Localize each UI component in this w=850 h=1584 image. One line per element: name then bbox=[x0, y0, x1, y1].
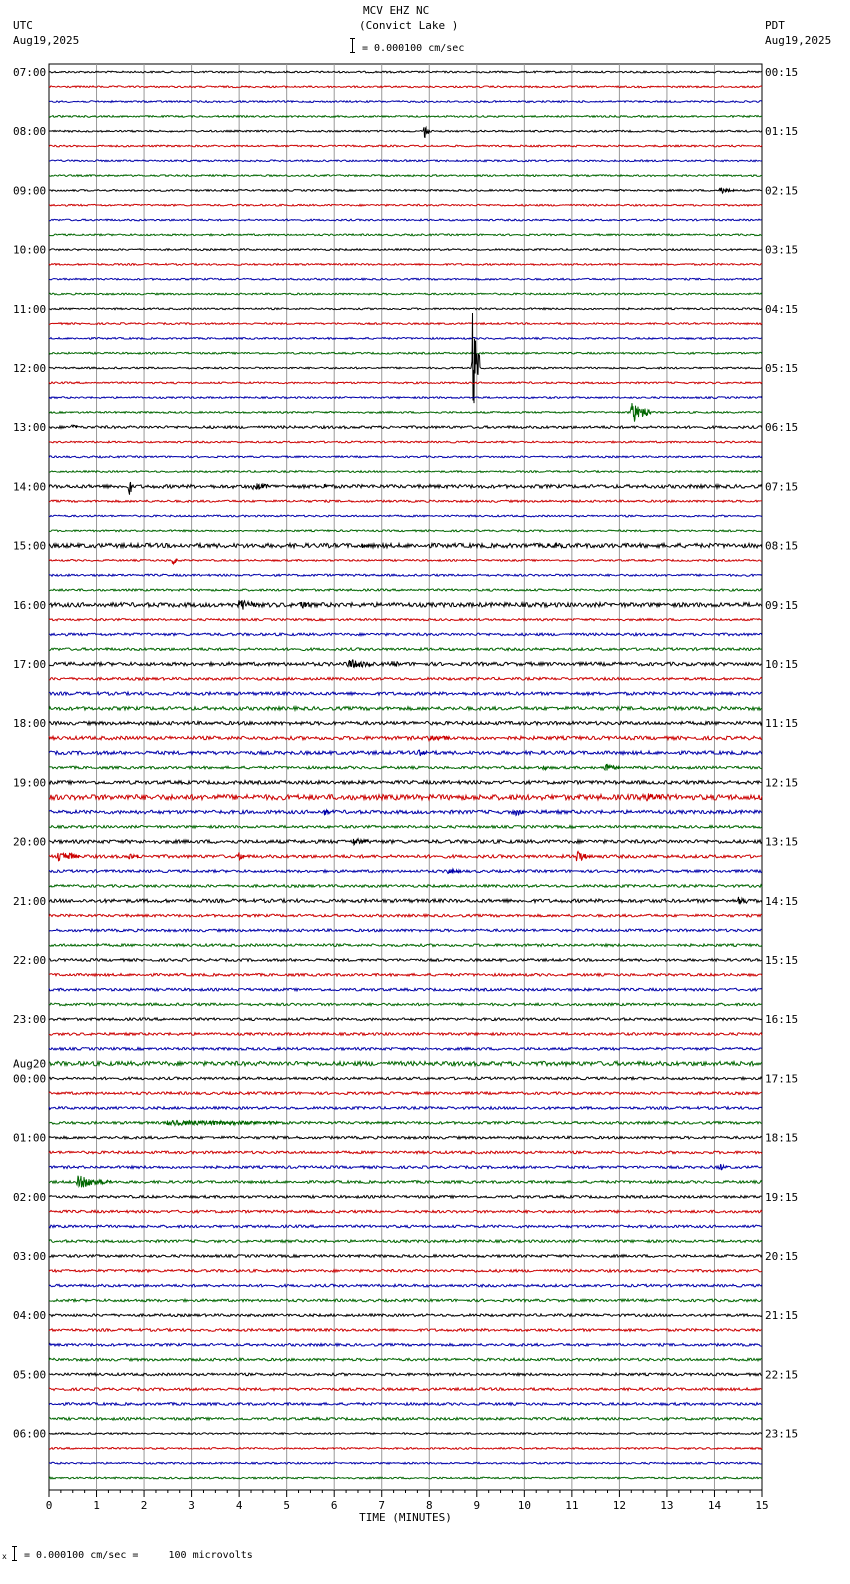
pdt-hour-label: 08:15 bbox=[765, 539, 799, 553]
trace-line bbox=[49, 885, 762, 888]
utc-hour-label: 15:00 bbox=[13, 539, 47, 553]
right-timezone: PDT bbox=[765, 19, 785, 32]
trace-line bbox=[49, 589, 762, 591]
trace-line bbox=[49, 721, 762, 725]
trace-line bbox=[49, 1388, 762, 1391]
utc-hour-label: 08:00 bbox=[13, 125, 47, 139]
trace-line bbox=[49, 1120, 762, 1125]
trace-line bbox=[49, 1344, 762, 1347]
utc-hour-label: 14:00 bbox=[13, 480, 47, 494]
trace-line bbox=[49, 1329, 762, 1332]
trace-line bbox=[49, 1270, 762, 1273]
pdt-hour-label: 20:15 bbox=[765, 1250, 799, 1263]
x-tick-label: 11 bbox=[565, 1499, 579, 1512]
trace-line bbox=[49, 397, 762, 399]
utc-hour-label: 06:00 bbox=[13, 1427, 47, 1441]
pdt-hour-label: 06:15 bbox=[765, 421, 799, 435]
utc-hour-label: 12:00 bbox=[13, 362, 47, 375]
trace-line bbox=[49, 71, 762, 73]
trace-line bbox=[49, 600, 762, 609]
trace-line bbox=[49, 1373, 762, 1376]
trace-line bbox=[49, 515, 762, 517]
x-axis-label: TIME (MINUTES) bbox=[359, 1511, 452, 1524]
trace-line bbox=[49, 1136, 762, 1139]
trace-line bbox=[49, 1092, 762, 1095]
trace-line bbox=[49, 500, 762, 502]
trace-line bbox=[49, 1284, 762, 1287]
trace-line bbox=[49, 648, 762, 651]
x-tick-label: 13 bbox=[660, 1499, 674, 1512]
trace-line bbox=[49, 764, 762, 770]
pdt-hour-label: 09:15 bbox=[765, 598, 799, 612]
trace-line bbox=[49, 914, 762, 917]
trace-line bbox=[49, 1165, 762, 1170]
x-tick-label: 0 bbox=[45, 1499, 53, 1512]
trace-line bbox=[49, 660, 762, 667]
trace-line bbox=[49, 869, 762, 873]
utc-hour-label: 18:00 bbox=[13, 717, 47, 731]
trace-line bbox=[49, 781, 762, 785]
footer-scale-text: = 0.000100 cm/sec = 100 microvolts bbox=[24, 1550, 253, 1561]
trace-line bbox=[49, 425, 762, 428]
trace-line bbox=[49, 1077, 762, 1080]
pdt-hour-label: 02:15 bbox=[765, 184, 799, 198]
x-tick-label: 6 bbox=[330, 1499, 338, 1512]
trace-line bbox=[49, 1433, 762, 1435]
trace-line bbox=[49, 707, 762, 711]
x-tick-label: 4 bbox=[235, 1499, 243, 1512]
x-tick-label: 1 bbox=[93, 1499, 100, 1512]
trace-line bbox=[49, 382, 762, 384]
utc-hour-label: 19:00 bbox=[13, 776, 47, 790]
trace-line bbox=[49, 736, 762, 741]
trace-line bbox=[49, 175, 762, 177]
pdt-hour-label: 22:15 bbox=[765, 1368, 799, 1382]
x-tick-label: 7 bbox=[378, 1499, 386, 1512]
trace-line bbox=[49, 678, 762, 681]
trace-line bbox=[49, 278, 762, 280]
trace-line bbox=[49, 929, 762, 932]
utc-hour-label: 01:00 bbox=[13, 1131, 47, 1145]
utc-hour-label: 21:00 bbox=[13, 894, 47, 908]
pdt-hour-label: 11:15 bbox=[765, 717, 799, 731]
trace-line bbox=[49, 403, 762, 422]
trace-line bbox=[49, 530, 762, 532]
trace-line bbox=[49, 482, 762, 495]
pdt-hour-label: 17:15 bbox=[765, 1072, 799, 1086]
pdt-hour-label: 04:15 bbox=[765, 302, 799, 316]
trace-line bbox=[49, 352, 762, 354]
pdt-hour-label: 10:15 bbox=[765, 658, 799, 671]
trace-line bbox=[49, 1210, 762, 1213]
x-tick-label: 10 bbox=[517, 1499, 531, 1512]
trace-line bbox=[49, 1018, 762, 1021]
trace-line bbox=[49, 851, 762, 861]
utc-hour-label: 16:00 bbox=[13, 598, 47, 612]
trace-line bbox=[49, 1048, 762, 1051]
x-tick-label: 12 bbox=[612, 1499, 627, 1512]
station-title: MCV EHZ NC bbox=[363, 4, 430, 17]
trace-line bbox=[49, 692, 762, 695]
trace-line bbox=[49, 574, 762, 576]
trace-line bbox=[49, 1176, 762, 1188]
trace-line bbox=[49, 944, 762, 947]
trace-line bbox=[49, 1255, 762, 1258]
trace-line bbox=[49, 313, 762, 403]
trace-line bbox=[49, 810, 762, 815]
footer-scale-bar-icon bbox=[12, 1546, 17, 1561]
x-tick-label: 2 bbox=[140, 1499, 148, 1512]
trace-line bbox=[49, 619, 762, 621]
trace-line bbox=[49, 249, 762, 251]
trace-line bbox=[49, 1107, 762, 1110]
pdt-hour-label: 01:15 bbox=[765, 125, 799, 139]
pdt-hour-label: 00:15 bbox=[765, 66, 799, 79]
trace-line bbox=[49, 234, 762, 236]
trace-line bbox=[49, 1418, 762, 1421]
trace-line bbox=[49, 116, 762, 118]
trace-line bbox=[49, 308, 762, 310]
trace-line bbox=[49, 1358, 762, 1361]
trace-line bbox=[49, 959, 762, 962]
trace-line bbox=[49, 793, 762, 800]
x-tick-label: 15 bbox=[755, 1499, 769, 1512]
trace-line bbox=[49, 323, 762, 325]
station-location: (Convict Lake ) bbox=[359, 19, 459, 32]
trace-line bbox=[49, 1225, 762, 1228]
pdt-hour-label: 03:15 bbox=[765, 243, 799, 257]
date-change-label: Aug20 bbox=[13, 1057, 47, 1071]
trace-line bbox=[49, 188, 762, 193]
trace-line bbox=[49, 1462, 762, 1464]
trace-line bbox=[49, 441, 762, 443]
x-tick-label: 14 bbox=[707, 1499, 722, 1512]
trace-line bbox=[49, 974, 762, 977]
trace-line bbox=[49, 219, 762, 221]
footer-mark: x bbox=[2, 1552, 7, 1561]
trace-line bbox=[49, 293, 762, 295]
utc-hour-label: 05:00 bbox=[13, 1368, 47, 1382]
utc-hour-label: 22:00 bbox=[13, 954, 47, 967]
left-date: Aug19,2025 bbox=[13, 34, 80, 47]
trace-line bbox=[49, 750, 762, 755]
trace-line bbox=[49, 471, 762, 473]
trace-line bbox=[49, 559, 762, 564]
trace-line bbox=[49, 543, 762, 548]
utc-hour-label: 13:00 bbox=[13, 421, 47, 435]
x-tick-label: 3 bbox=[188, 1499, 195, 1512]
utc-hour-label: 11:00 bbox=[13, 302, 47, 316]
x-tick-label: 5 bbox=[283, 1499, 290, 1512]
utc-hour-label: 07:00 bbox=[13, 66, 47, 79]
trace-line bbox=[49, 1477, 762, 1479]
pdt-hour-label: 12:15 bbox=[765, 776, 799, 790]
trace-line bbox=[49, 204, 762, 206]
utc-hour-label: 02:00 bbox=[13, 1190, 47, 1204]
pdt-hour-label: 14:15 bbox=[765, 894, 799, 908]
utc-hour-label: 20:00 bbox=[13, 835, 47, 849]
trace-line bbox=[49, 127, 762, 137]
trace-line bbox=[49, 1003, 762, 1006]
utc-hour-label: 17:00 bbox=[13, 658, 47, 671]
scale-text: = 0.000100 cm/sec bbox=[362, 43, 465, 54]
trace-line bbox=[49, 839, 762, 845]
pdt-hour-label: 13:15 bbox=[765, 835, 799, 849]
trace-line bbox=[49, 145, 762, 147]
pdt-hour-label: 19:15 bbox=[765, 1190, 799, 1204]
pdt-hour-label: 16:15 bbox=[765, 1013, 799, 1027]
utc-hour-label: 23:00 bbox=[13, 1013, 47, 1027]
utc-hour-label: 04:00 bbox=[13, 1309, 47, 1323]
pdt-hour-label: 07:15 bbox=[765, 480, 799, 494]
trace-line bbox=[49, 101, 762, 103]
trace-line bbox=[49, 1403, 762, 1406]
trace-line bbox=[49, 160, 762, 162]
trace-line bbox=[49, 988, 762, 991]
trace-line bbox=[49, 897, 762, 904]
trace-line bbox=[49, 826, 762, 829]
trace-line bbox=[49, 1061, 762, 1065]
pdt-hour-label: 21:15 bbox=[765, 1309, 799, 1323]
plot-frame bbox=[49, 64, 762, 1490]
trace-line bbox=[49, 456, 762, 458]
utc-hour-label: 10:00 bbox=[13, 243, 47, 257]
utc-hour-label: 03:00 bbox=[13, 1250, 47, 1263]
trace-line bbox=[49, 1151, 762, 1154]
pdt-hour-label: 18:15 bbox=[765, 1131, 799, 1145]
trace-line bbox=[49, 1448, 762, 1450]
trace-line bbox=[49, 1240, 762, 1243]
utc-hour-label: 00:00 bbox=[13, 1072, 47, 1086]
trace-line bbox=[49, 1314, 762, 1317]
pdt-hour-label: 23:15 bbox=[765, 1427, 799, 1441]
right-date: Aug19,2025 bbox=[765, 34, 832, 47]
pdt-hour-label: 05:15 bbox=[765, 362, 799, 375]
trace-line bbox=[49, 1033, 762, 1036]
trace-line bbox=[49, 338, 762, 340]
trace-line bbox=[49, 86, 762, 88]
left-timezone: UTC bbox=[13, 19, 33, 32]
trace-line bbox=[49, 264, 762, 266]
trace-line bbox=[49, 1196, 762, 1199]
x-tick-label: 9 bbox=[473, 1499, 481, 1512]
trace-line bbox=[49, 633, 762, 636]
trace-line bbox=[49, 1299, 762, 1302]
pdt-hour-label: 15:15 bbox=[765, 954, 799, 967]
x-tick-label: 8 bbox=[425, 1499, 433, 1512]
utc-hour-label: 09:00 bbox=[13, 184, 47, 198]
